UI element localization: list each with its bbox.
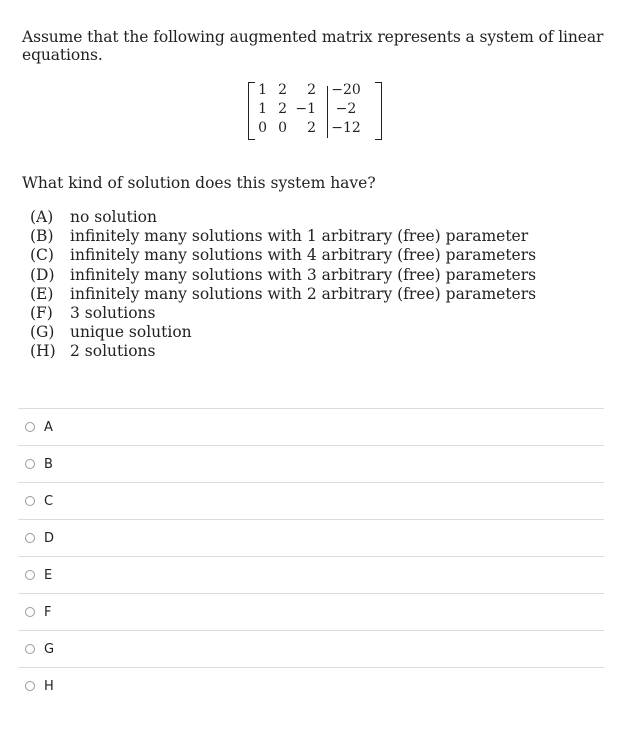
matrix-cell: 2 — [278, 82, 287, 98]
option-a[interactable] — [18, 408, 604, 445]
choice-letter: (F) — [30, 304, 53, 323]
choice-item — [30, 285, 536, 304]
option-label[interactable]: D — [44, 530, 55, 546]
matrix-cell: 2 — [278, 101, 287, 117]
choice-item — [30, 342, 536, 361]
choice-text: infinitely many solutions with 3 arbitrary (free) parameters — [70, 265, 537, 284]
choice-letter: (A) — [30, 208, 54, 226]
choice-item — [30, 227, 536, 246]
choice-letter: (C) — [30, 246, 54, 265]
choice-text: unique solution — [70, 323, 192, 342]
choice-text: infinitely many solutions with 2 arbitrary (free) parameters — [70, 284, 537, 303]
matrix-cell: −2 — [335, 101, 357, 117]
choice-item — [30, 208, 536, 227]
option-label[interactable]: E — [44, 567, 53, 583]
matrix-row — [248, 101, 382, 121]
radio-button-f[interactable] — [25, 607, 35, 617]
choice-text: infinitely many solutions with 1 arbitrary (free) parameter — [70, 227, 529, 246]
choice-text: infinitely many solutions with 4 arbitrary (free) parameters — [70, 246, 537, 265]
radio-button-b[interactable] — [25, 459, 35, 469]
matrix-row — [248, 82, 382, 102]
radio-button-a[interactable] — [25, 422, 35, 432]
choice-letter: (B) — [30, 227, 54, 246]
matrix-cell: 0 — [258, 120, 267, 136]
option-label[interactable]: F — [44, 604, 52, 620]
matrix-cell: −20 — [331, 82, 361, 98]
choice-letter: (D) — [30, 265, 55, 284]
matrix-cell: 1 — [258, 82, 267, 98]
choice-list — [30, 208, 536, 362]
option-label[interactable]: C — [44, 493, 54, 509]
option-c[interactable] — [18, 482, 604, 519]
option-label[interactable]: G — [44, 641, 55, 657]
matrix-cell: 1 — [258, 101, 267, 117]
option-d[interactable] — [18, 519, 604, 556]
question-text: Assume that the following augmented matrix represents a system of linear equations. — [22, 28, 604, 64]
option-g[interactable] — [18, 630, 604, 667]
matrix-cell: 2 — [307, 120, 316, 136]
choice-text: no solution — [70, 208, 157, 226]
matrix-cell: 0 — [278, 120, 287, 136]
choice-letter: (H) — [30, 342, 56, 361]
radio-button-h[interactable] — [25, 681, 35, 691]
matrix-cell: −1 — [295, 101, 316, 117]
choice-item — [30, 323, 536, 342]
option-e[interactable] — [18, 556, 604, 593]
choice-item — [30, 246, 536, 265]
choice-letter: (E) — [30, 284, 54, 303]
augmented-matrix — [248, 80, 382, 140]
radio-button-g[interactable] — [25, 644, 35, 654]
matrix-cell: −12 — [331, 120, 361, 136]
choice-item — [30, 266, 536, 285]
option-f[interactable] — [18, 593, 604, 630]
prompt-text: What kind of solution does this system have? — [22, 174, 376, 192]
choice-text: 3 solutions — [70, 304, 156, 323]
answer-options — [18, 408, 604, 704]
radio-button-e[interactable] — [25, 570, 35, 580]
choice-item — [30, 304, 536, 323]
radio-button-d[interactable] — [25, 533, 35, 543]
choice-text: 2 solutions — [70, 342, 156, 361]
matrix-row — [248, 120, 382, 140]
option-label[interactable]: B — [44, 456, 53, 472]
option-b[interactable] — [18, 445, 604, 482]
choice-letter: (G) — [30, 323, 55, 342]
option-label[interactable]: A — [44, 419, 53, 435]
matrix-cell: 2 — [307, 82, 316, 98]
radio-button-c[interactable] — [25, 496, 35, 506]
option-label[interactable]: H — [44, 678, 54, 694]
option-h[interactable] — [18, 667, 604, 704]
